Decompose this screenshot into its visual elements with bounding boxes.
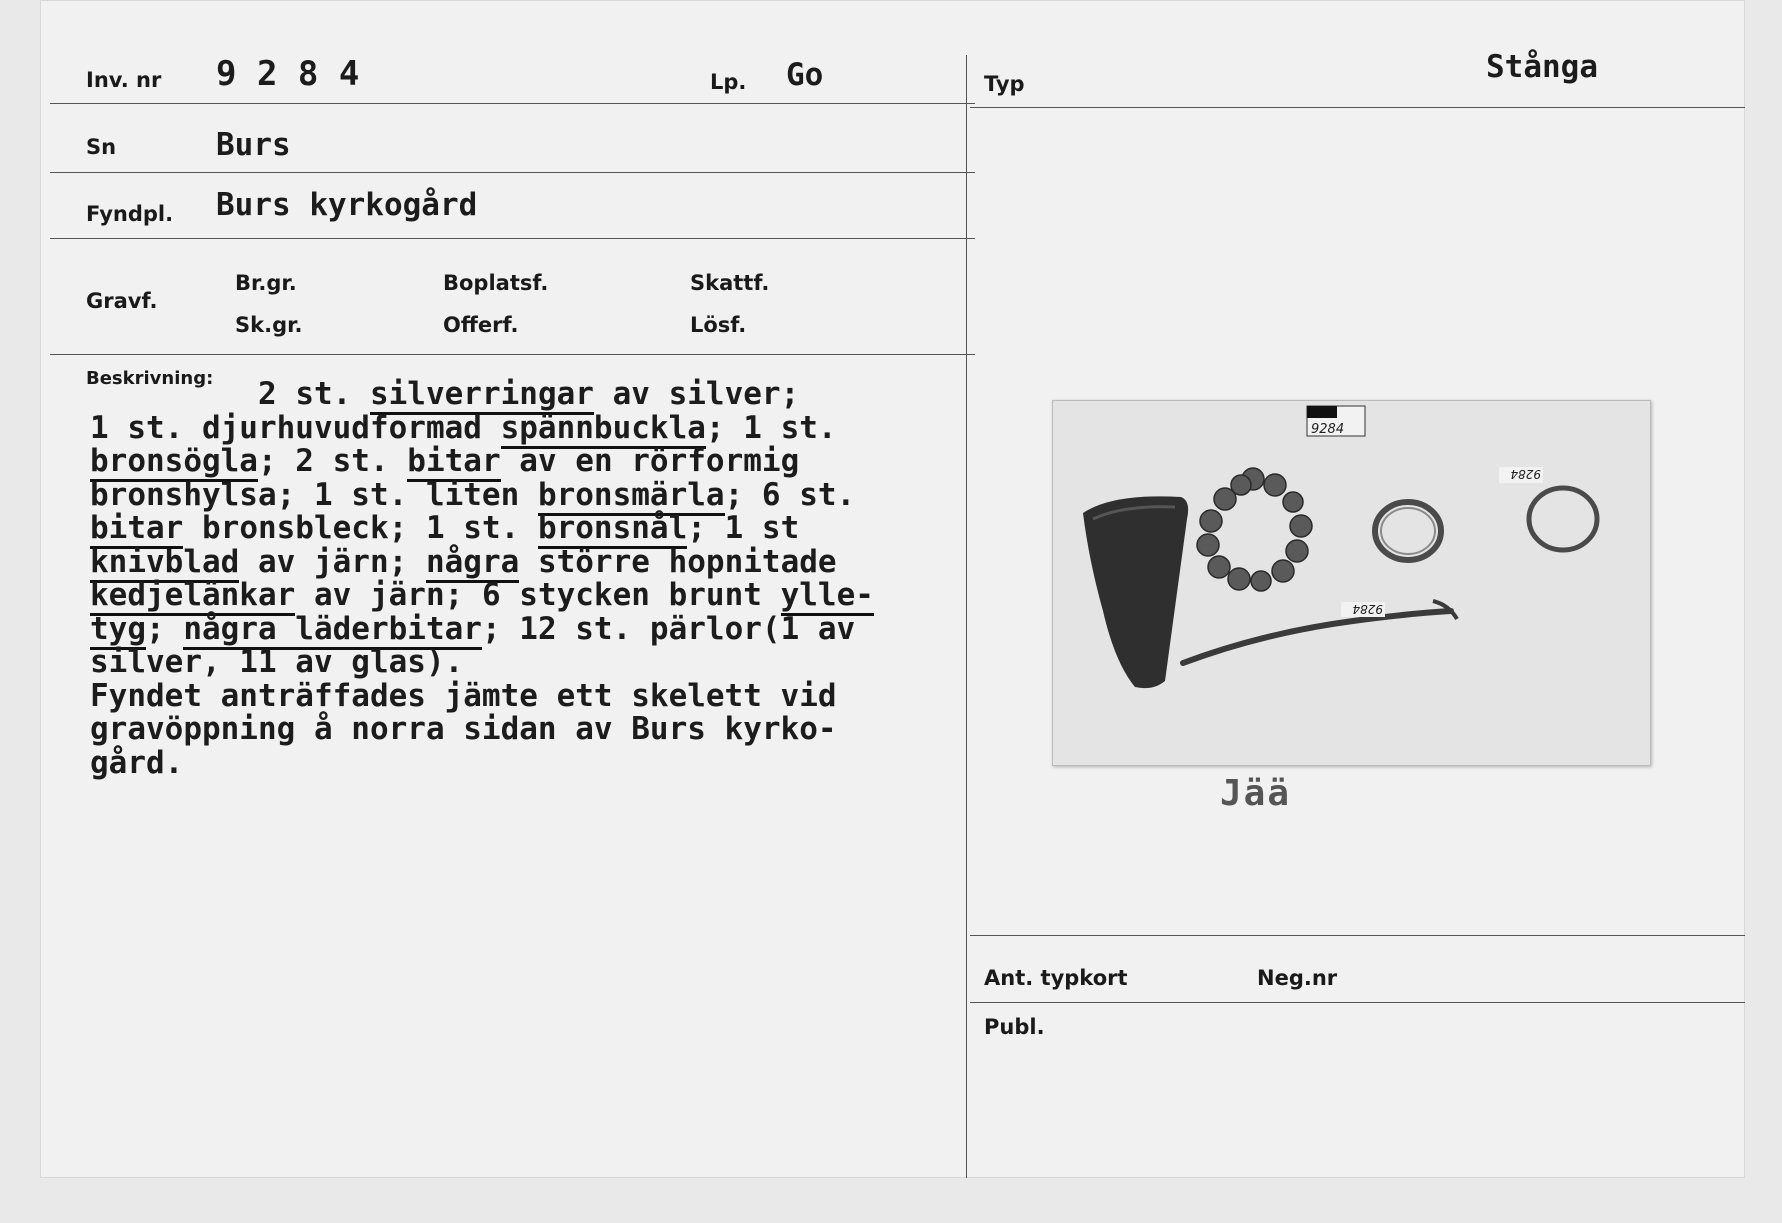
stamp-text: Jää — [1220, 773, 1292, 814]
description-line — [90, 476, 1050, 513]
boplatsf-label: Boplatsf. — [443, 271, 549, 295]
description-segment: bronsnål — [538, 510, 687, 549]
offerf-label: Offerf. — [443, 313, 519, 337]
gravf-label: Gravf. — [86, 289, 158, 313]
typ-value: Stånga — [1486, 49, 1598, 85]
ring-tag: 9284 — [1510, 467, 1541, 481]
artifact-photo-drawing — [1053, 401, 1650, 765]
description-line — [90, 610, 1050, 647]
description-segment: av järn; 6 stycken brunt — [295, 577, 781, 613]
brgr-label: Br.gr. — [235, 271, 297, 295]
description-segment: 1 st. djurhuvudformad — [90, 409, 501, 446]
description-segment: knivblad — [90, 544, 239, 583]
description-line — [90, 744, 1050, 781]
description-segment: bitar — [90, 510, 183, 549]
description-line — [90, 677, 1050, 714]
skattf-label: Skattf. — [690, 271, 770, 295]
description-segment: av en rörformig — [500, 443, 800, 479]
artifact-photo — [1052, 400, 1651, 766]
description-segment: ; 6 st. — [724, 476, 856, 513]
beskrivning-label: Beskrivning: — [86, 368, 214, 389]
description-segment: bronsbleck; 1 st. — [183, 510, 538, 546]
description-line — [90, 512, 1050, 546]
typ-label: Typ — [984, 72, 1025, 96]
description-segment: ; 1 st — [687, 510, 800, 546]
photo-number-tag: 9284 — [1311, 422, 1345, 437]
description-segment: ; 2 st. — [257, 443, 408, 479]
neg-nr-label: Neg.nr — [1257, 966, 1338, 990]
description-segment: ; 1 st. — [705, 409, 837, 446]
lp-value: Go — [786, 57, 824, 93]
description-segment: 2 st. — [258, 376, 370, 412]
description-segment: tyg — [90, 611, 146, 650]
description-segment: av silver; — [593, 376, 800, 412]
rule-gravf — [50, 354, 975, 355]
rule-ant-typkort-top — [970, 935, 1745, 936]
sn-value: Burs — [216, 127, 291, 163]
description-segment: bronshylsa; 1 st. liten — [90, 476, 538, 513]
description-segment: ; — [146, 610, 184, 647]
description-segment: gård. — [90, 744, 184, 781]
lp-label: Lp. — [710, 70, 747, 94]
fyndpl-value: Burs kyrkogård — [216, 187, 478, 223]
description-line — [90, 445, 1050, 479]
losf-label: Lösf. — [690, 313, 747, 337]
description-segment: bronsögla — [90, 443, 258, 482]
description-text — [90, 378, 1050, 780]
description-line — [90, 378, 1050, 412]
description-segment: större hopnitade — [519, 543, 837, 580]
rule-header-right — [970, 107, 1745, 108]
rule-fyndpl — [50, 238, 975, 239]
description-segment: silver, 11 av glas). — [90, 644, 464, 680]
description-line — [90, 409, 1050, 446]
inv-nr-value: 9 2 8 4 — [216, 54, 360, 94]
description-segment: några läderbitar — [183, 611, 482, 650]
description-segment: kedjelänkar — [90, 577, 295, 616]
description-line — [90, 713, 1050, 747]
description-segment: bronsmärla — [538, 477, 725, 516]
ant-typkort-label: Ant. typkort — [984, 966, 1128, 990]
rule-header — [50, 103, 975, 104]
rod-tag: 9284 — [1352, 602, 1383, 616]
description-segment: spännbuckla — [501, 410, 706, 449]
rule-publ-top — [970, 1002, 1745, 1003]
skgr-label: Sk.gr. — [235, 313, 303, 337]
description-segment: ylle- — [781, 577, 874, 616]
description-line — [90, 646, 1050, 680]
description-line — [90, 543, 1050, 580]
description-segment: bitar — [407, 443, 500, 482]
publ-label: Publ. — [984, 1015, 1045, 1039]
description-segment: gravöppning å norra sidan av Burs kyrko- — [90, 711, 837, 747]
description-segment: silverringar — [370, 376, 594, 415]
fyndpl-label: Fyndpl. — [86, 202, 174, 226]
description-segment: några — [426, 544, 519, 583]
description-segment: av järn; — [239, 543, 426, 580]
inv-nr-label: Inv. nr — [86, 68, 162, 92]
catalog-card — [40, 0, 1745, 1178]
description-segment: Fyndet anträffades jämte ett skelett vid — [90, 677, 837, 714]
sn-label: Sn — [86, 135, 117, 159]
description-segment: ; 12 st. pärlor(1 av — [481, 610, 856, 647]
description-line — [90, 579, 1050, 613]
rule-sn — [50, 172, 975, 173]
